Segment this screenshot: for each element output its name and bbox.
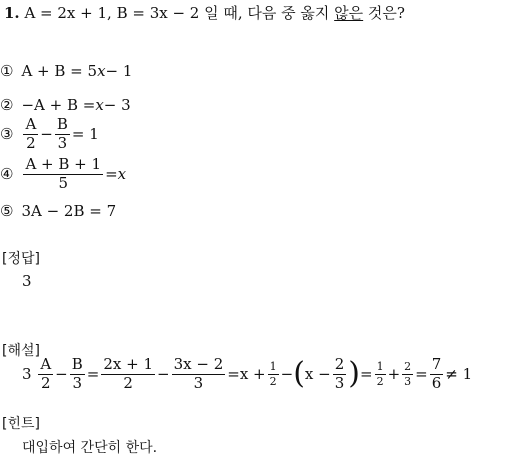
- choice-text: − 3: [103, 96, 131, 114]
- fraction: $\frac{1}{2}$: [269, 360, 277, 388]
- choice-4: [0, 157, 126, 192]
- choice-mark: ⑤: [0, 202, 14, 220]
- choice-text: = 1: [71, 125, 99, 144]
- hint-text: 대입하여 간단히 한다.: [22, 440, 158, 456]
- choice-text: −A + B =: [21, 96, 96, 114]
- choice-text: =: [105, 165, 118, 184]
- answer-label: [정답]: [2, 251, 40, 267]
- hint-label: [힌트]: [2, 416, 40, 432]
- fraction-sum-over-5: $\frac{A + B + 1}{5}$: [25, 155, 102, 192]
- fraction: $\frac{2x + 1}{2}$: [103, 355, 154, 392]
- choice-var: x: [95, 96, 104, 114]
- choice-text: − 1: [105, 62, 133, 80]
- fraction: $\frac{1}{2}$: [376, 360, 384, 388]
- choice-text: 3A − 2B = 7: [21, 202, 117, 220]
- choice-mark: ②: [0, 96, 14, 114]
- choice-mark: ③: [0, 125, 14, 144]
- choice-5: [0, 202, 116, 220]
- answer-value: 3: [22, 272, 32, 290]
- question-text-after: 것은?: [363, 4, 405, 22]
- choice-op: −: [40, 125, 53, 144]
- question-text-before: A = 2x + 1, B = 3x − 2 일 때, 다음 중 옳지: [24, 4, 335, 22]
- choice-1: [0, 62, 132, 80]
- fraction: $\frac{A}{2}$: [40, 355, 52, 392]
- fraction: $\frac{2}{3}$: [334, 355, 345, 392]
- fraction-b-over-3: $\frac{B}{3}$: [56, 115, 68, 152]
- explanation-label: [해설]: [2, 343, 40, 359]
- fraction: $\frac{7}{6}$: [431, 355, 442, 392]
- fraction: $\frac{B}{3}$: [71, 355, 83, 392]
- choice-text: A + B = 5: [21, 62, 98, 80]
- choice-2: [0, 96, 131, 114]
- fraction: $\frac{2}{3}$: [404, 360, 412, 388]
- question-text-underlined: 않은: [334, 4, 364, 22]
- choice-mark: ④: [0, 165, 14, 184]
- fraction: $\frac{3x - 2}{3}$: [173, 355, 224, 392]
- question-line: [4, 2, 405, 23]
- question-number: 1.: [4, 4, 20, 22]
- choice-var: x: [97, 62, 106, 80]
- choice-3: [0, 117, 99, 152]
- choice-mark: ①: [0, 62, 14, 80]
- choice-var: x: [117, 165, 127, 184]
- explanation-equation: 3 $\frac{A}{2}$ − $\frac{B}{3}$ = $\frac{2x + 1}{2}$ − $\frac{3x - 2}{3}$ = x + $\frac{1}{2}$ − ( x − $\frac{2}{3}$ ) = $\frac{1}{2}$ + $\frac{2}{3}$ = $\frac{7}{6}$ ≠ 1: [22, 355, 473, 392]
- fraction-a-over-2: $\frac{A}{2}$: [25, 115, 37, 152]
